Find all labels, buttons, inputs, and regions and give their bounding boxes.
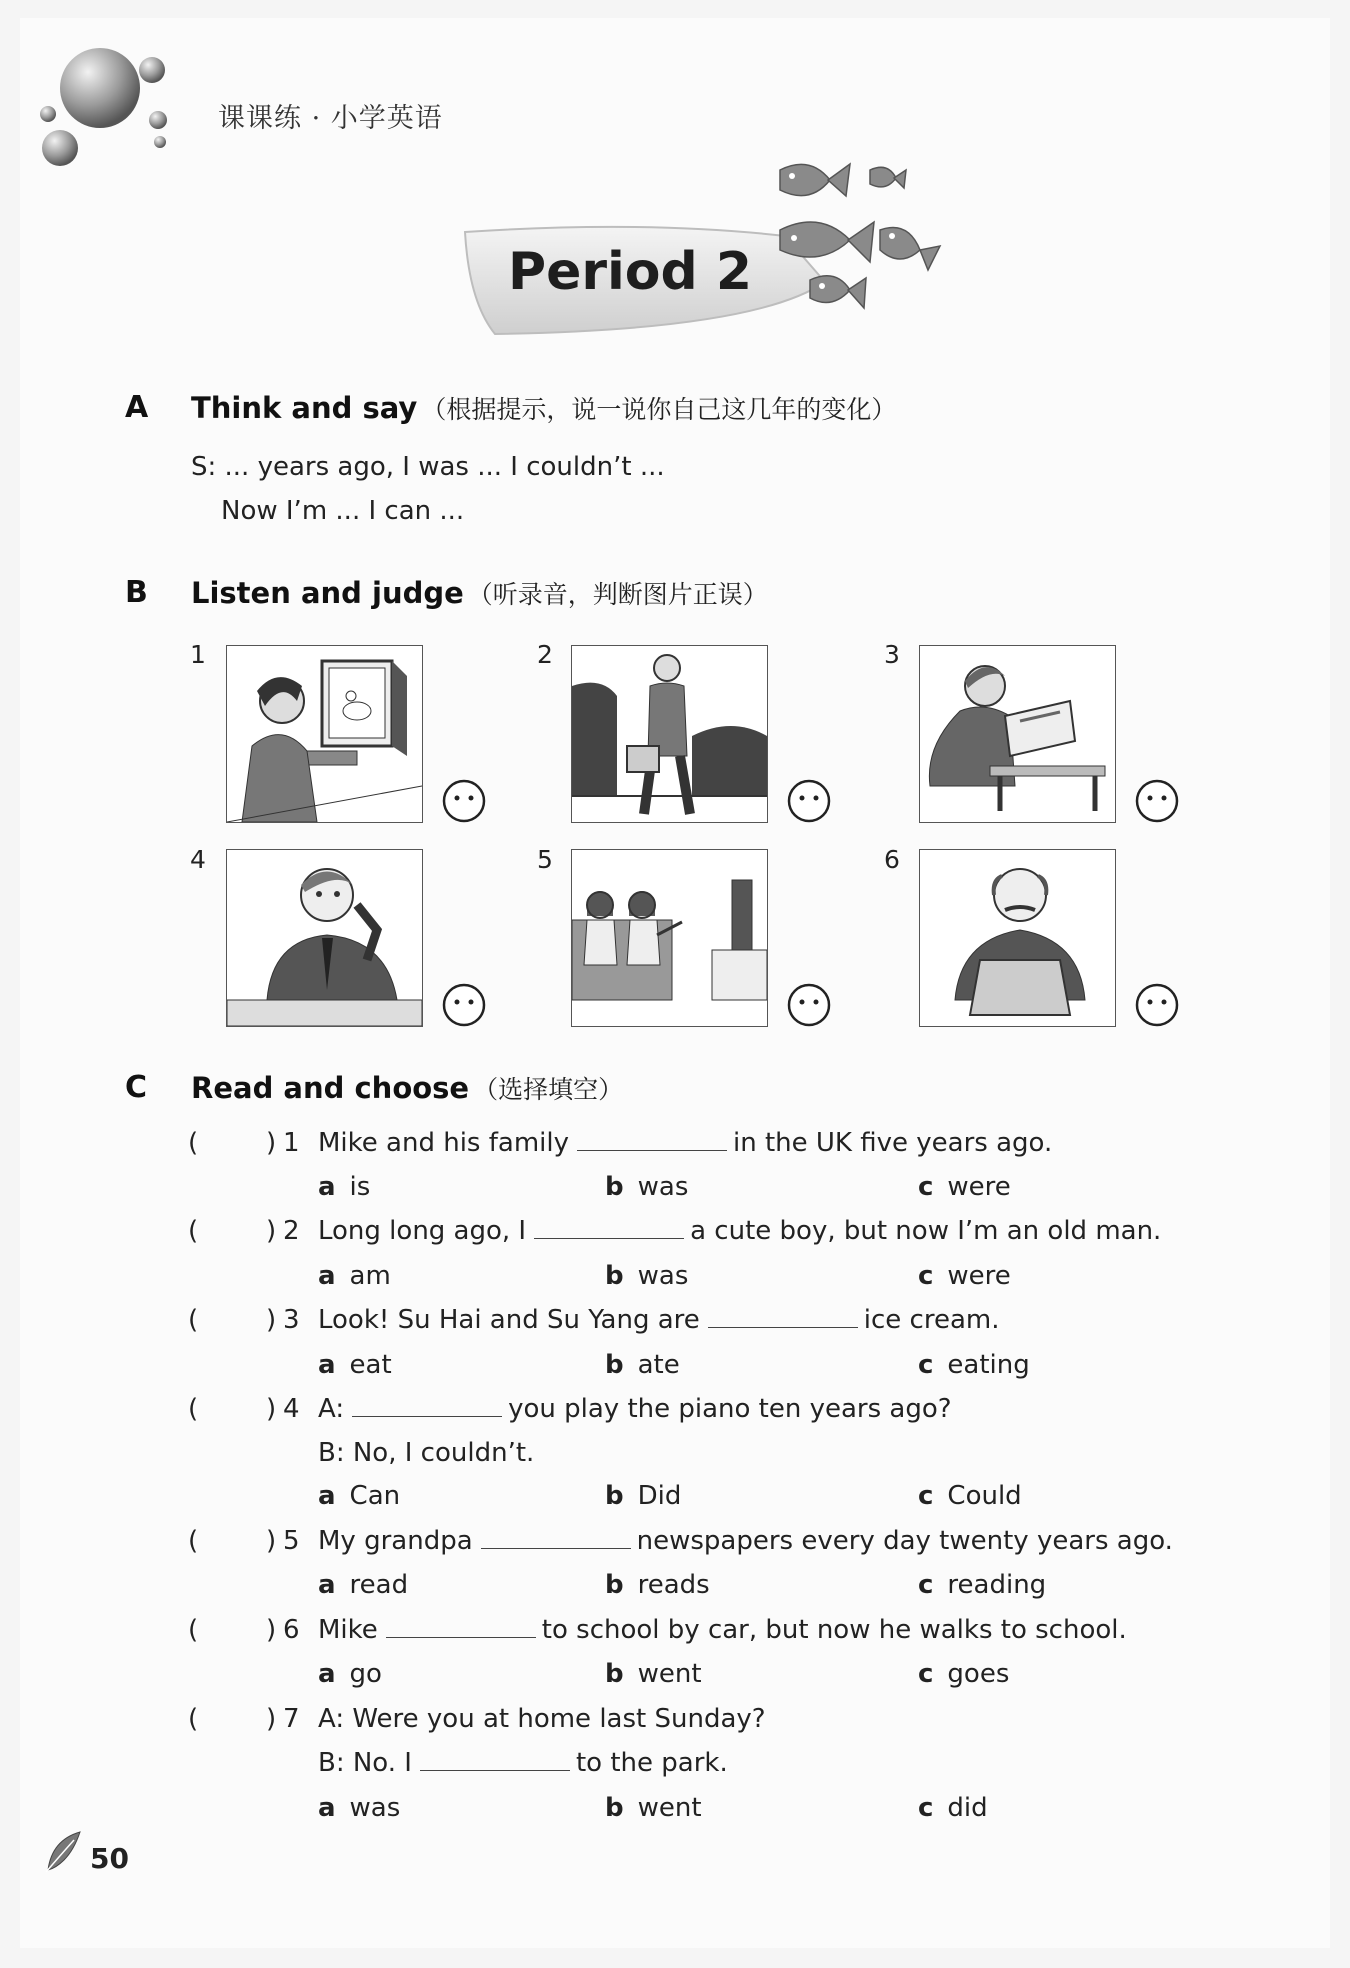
page-title: Period 2 [507,242,753,302]
option-c [918,1570,1046,1600]
option-a [318,1481,400,1511]
question-text-after: a cute boy, but now I’m an old man. [690,1216,1162,1246]
option-letter: c [918,1261,934,1291]
option-text: were [947,1172,1011,1202]
section-b-title: Listen and judge [191,576,464,610]
question-text-after: to the park. [575,1748,728,1778]
option-letter: a [318,1481,336,1511]
option-letter: c [918,1793,934,1823]
question-6 [318,1615,1127,1645]
option-text: reads [637,1570,710,1600]
question-7-line-1: A: Were you at home last Sunday? [318,1704,766,1734]
girls-watching-tv-icon [572,850,767,1026]
answer-box-6[interactable] [198,1611,262,1645]
picture-number: 2 [537,640,553,669]
option-b [605,1350,680,1380]
question-1 [318,1128,1052,1158]
answer-box-1[interactable] [198,1124,262,1158]
face-judge-icon[interactable] [441,778,487,824]
option-text: read [349,1570,409,1600]
question-text-before: B: No. I [318,1748,412,1778]
answer-paren-close: ) [266,1128,277,1158]
section-c-note: （选择填空） [473,1075,624,1104]
face-judge-icon[interactable] [786,778,832,824]
section-c-title: Read and choose [191,1071,470,1105]
section-a-letter: A [125,390,149,425]
option-letter: b [605,1570,624,1600]
answer-blank[interactable] [481,1526,631,1549]
option-c [918,1261,1011,1291]
option-letter: a [318,1172,336,1202]
option-b [605,1481,681,1511]
section-b-note: （听录音，判断图片正误） [467,580,768,609]
option-letter: c [918,1570,934,1600]
question-number: 1 [283,1128,300,1158]
option-letter: b [605,1481,624,1511]
question-5 [318,1526,1173,1556]
question-text-before: Long long ago, I [318,1216,527,1246]
option-text: went [637,1793,702,1823]
option-b [605,1261,688,1291]
section-a-title: Think and say [191,391,418,425]
option-text: is [349,1172,371,1202]
option-letter: b [605,1659,624,1689]
picture-1 [226,645,423,823]
answer-box-5[interactable] [198,1522,262,1556]
question-number: 6 [283,1615,300,1645]
boy-reading-book-icon [920,646,1115,822]
picture-2 [571,645,768,823]
option-letter: c [918,1172,934,1202]
option-a [318,1261,391,1291]
page-number: 50 [90,1842,129,1875]
answer-box-4[interactable] [198,1390,262,1424]
bubbles-decoration-icon [30,40,180,170]
section-c-title-row [191,1070,623,1106]
picture-4 [226,849,423,1027]
option-letter: a [318,1793,336,1823]
question-text-after: to school by car, but now he walks to school. [541,1615,1127,1645]
man-on-phone-icon [227,850,422,1026]
answer-blank[interactable] [420,1748,570,1771]
option-a [318,1659,382,1689]
section-a-line-2: Now I’m ... I can ... [221,496,465,526]
question-7 [318,1748,728,1778]
question-number: 4 [283,1394,300,1424]
face-judge-icon[interactable] [1134,778,1180,824]
picture-3 [919,645,1116,823]
option-text: Could [947,1481,1022,1511]
answer-paren-open: ( [188,1394,199,1424]
option-text: reading [947,1570,1047,1600]
option-b [605,1570,710,1600]
option-c [918,1481,1022,1511]
answer-blank[interactable] [386,1615,536,1638]
option-letter: a [318,1570,336,1600]
section-c-heading [125,1070,147,1105]
option-text: eating [947,1350,1030,1380]
option-c [918,1350,1030,1380]
section-b-heading [125,575,148,610]
answer-paren-open: ( [188,1526,199,1556]
old-man-with-laptop-icon [920,850,1115,1026]
question-number: 7 [283,1704,300,1734]
answer-paren-open: ( [188,1704,199,1734]
answer-paren-close: ) [266,1216,277,1246]
question-text-after: in the UK five years ago. [733,1128,1053,1158]
picture-number: 4 [190,845,206,874]
option-text: Did [637,1481,682,1511]
answer-blank[interactable] [352,1394,502,1417]
option-text: did [947,1793,988,1823]
section-a-note: （根据提示，说一说你自己这几年的变化） [421,395,897,424]
option-letter: a [318,1350,336,1380]
section-b-title-row [191,575,768,611]
question-4 [318,1394,952,1424]
picture-6 [919,849,1116,1027]
option-text: am [349,1261,391,1291]
question-number: 3 [283,1305,300,1335]
option-b [605,1659,702,1689]
option-text: eat [349,1350,392,1380]
answer-paren-close: ) [266,1394,277,1424]
option-text: go [349,1659,382,1689]
face-judge-icon[interactable] [441,982,487,1028]
answer-paren-open: ( [188,1305,199,1335]
option-text: Can [349,1481,401,1511]
picture-number: 5 [537,845,553,874]
option-a [318,1350,392,1380]
question-number: 5 [283,1526,300,1556]
question-text-before: Look! Su Hai and Su Yang are [318,1305,700,1335]
option-a [318,1570,408,1600]
option-b [605,1793,702,1823]
option-text: was [349,1793,401,1823]
section-a-heading [125,390,148,425]
girl-at-computer-icon [227,646,422,822]
question-text-before: My grandpa [318,1526,473,1556]
answer-paren-close: ) [266,1615,277,1645]
option-text: goes [947,1659,1010,1689]
answer-box-7[interactable] [198,1700,262,1734]
question-text-before: A: [318,1394,345,1424]
option-b [605,1172,688,1202]
option-text: was [637,1172,689,1202]
leaf-decoration-icon [44,1830,84,1874]
option-c [918,1793,988,1823]
option-letter: b [605,1261,624,1291]
question-number: 2 [283,1216,300,1246]
option-text: ate [637,1350,680,1380]
question-text-after: newspapers every day twenty years ago. [636,1526,1173,1556]
option-letter: a [318,1659,336,1689]
series-title: 课课练 · 小学英语 [218,103,443,134]
option-c [918,1172,1011,1202]
answer-paren-open: ( [188,1615,199,1645]
answer-blank[interactable] [534,1216,684,1239]
option-a [318,1172,370,1202]
option-text: were [947,1261,1011,1291]
picture-5 [571,849,768,1027]
option-letter: c [918,1659,934,1689]
answer-blank[interactable] [708,1305,858,1328]
picture-number: 1 [190,640,206,669]
option-letter: a [318,1261,336,1291]
question-text-before: Mike [318,1615,378,1645]
option-letter: c [918,1350,934,1380]
answer-paren-close: ) [266,1526,277,1556]
section-c-letter: C [125,1070,148,1105]
answer-paren-open: ( [188,1128,199,1158]
picture-number: 3 [884,640,900,669]
question-text-after: you play the piano ten years ago? [508,1394,952,1424]
answer-paren-close: ) [266,1305,277,1335]
question-text-after: ice cream. [863,1305,1000,1335]
option-letter: c [918,1481,934,1511]
question-4-line-2: B: No, I couldn’t. [318,1438,535,1468]
answer-box-3[interactable] [198,1301,262,1335]
option-text: was [637,1261,689,1291]
question-3 [318,1305,999,1335]
section-a-line-1: S: ... years ago, I was ... I couldn’t ... [191,452,665,482]
answer-paren-close: ) [266,1704,277,1734]
option-letter: b [605,1172,624,1202]
man-walking-with-briefcase-icon [572,646,767,822]
picture-number: 6 [884,845,900,874]
question-text-before: Mike and his family [318,1128,569,1158]
fish-decoration-icon [770,150,950,330]
question-2 [318,1216,1161,1246]
option-letter: b [605,1350,624,1380]
face-judge-icon[interactable] [1134,982,1180,1028]
answer-box-2[interactable] [198,1212,262,1246]
option-c [918,1659,1009,1689]
face-judge-icon[interactable] [786,982,832,1028]
answer-blank[interactable] [577,1128,727,1151]
option-letter: b [605,1793,624,1823]
answer-paren-open: ( [188,1216,199,1246]
section-a-title-row [191,390,896,426]
option-a [318,1793,400,1823]
option-text: went [637,1659,702,1689]
section-b-letter: B [125,575,148,610]
